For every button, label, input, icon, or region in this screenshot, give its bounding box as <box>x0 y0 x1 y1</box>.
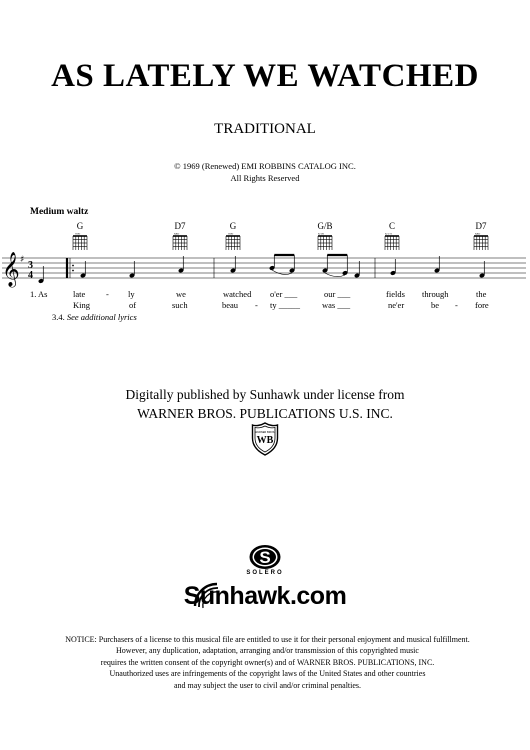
lyric-syllable: through <box>422 289 449 299</box>
additional-verse-numbers: 3.4. <box>52 312 65 322</box>
notice-line: Unauthorized uses are infringements of the copyright laws of the United States and other countries <box>109 669 426 679</box>
additional-lyrics-note <box>52 312 137 322</box>
note <box>178 256 184 273</box>
time-signature-bottom: 4 <box>28 270 33 281</box>
solero-logo-icon <box>248 544 282 570</box>
wb-logo-text: WARNER BROS. <box>254 431 276 434</box>
staff-lines <box>2 258 526 278</box>
svg-text:x oo: x oo <box>318 231 325 236</box>
sunhawk-url: Sunhawk.com <box>183 582 347 610</box>
lyric-syllable: was ___ <box>322 300 351 310</box>
svg-text:S: S <box>259 548 271 567</box>
svg-text:xxo: xxo <box>475 231 481 236</box>
note <box>479 261 485 278</box>
svg-text:WB: WB <box>256 435 274 446</box>
time-signature-top: 3 <box>28 260 33 271</box>
svg-text:ooo: ooo <box>228 231 234 236</box>
chord-label: G <box>229 221 237 231</box>
note <box>354 261 360 278</box>
lyric-syllable: ty _____ <box>270 300 300 310</box>
chord-label: C <box>388 221 395 231</box>
solero-wordmark: SOLERO <box>246 570 284 576</box>
svg-text:ooo: ooo <box>75 231 81 236</box>
rights-line: All Rights Reserved <box>230 173 300 183</box>
lyric-syllable: late <box>73 289 86 299</box>
lyric-syllable: King <box>73 300 90 310</box>
lyric-syllable: watched <box>223 289 252 299</box>
svg-text:x o o: x o o <box>385 231 392 236</box>
verse-number: 1. As <box>30 289 48 299</box>
sharp-icon: ♯ <box>20 255 25 265</box>
notice-line: and may subject the user to civil and/or criminal penalties. <box>173 680 362 690</box>
lyric-syllable: o'er ___ <box>270 289 298 299</box>
copyright-line: © 1969 (Renewed) EMI ROBBINS CATALOG INC. <box>174 161 356 171</box>
note <box>390 259 396 276</box>
note <box>129 261 135 278</box>
legal-notice <box>20 634 515 691</box>
publisher-name: WARNER BROS. PUBLICATIONS U.S. INC. <box>137 406 393 421</box>
note <box>434 256 440 273</box>
lyric-syllable: fore <box>475 300 489 310</box>
lyric-hyphen: - <box>455 300 458 310</box>
note <box>38 266 44 284</box>
chord-label: D7 <box>475 221 487 231</box>
treble-clef-icon: 𝄞 <box>2 252 20 287</box>
lyric-hyphen: - <box>255 300 258 310</box>
chord-label: G/B <box>317 221 333 231</box>
composer-credit: TRADITIONAL <box>214 121 316 137</box>
lyric-syllable: of <box>129 300 137 310</box>
lyric-syllable: ly <box>128 289 135 299</box>
lyric-syllable: be <box>431 300 440 310</box>
notice-line: requires the written consent of the copyright owner(s) and of WARNER BROS. PUBLICATIONS, INC. <box>100 657 435 667</box>
song-title: AS LATELY WE WATCHED <box>51 58 479 94</box>
lyric-syllable: fields <box>386 289 405 299</box>
publisher-credit <box>0 385 530 423</box>
notice-line: NOTICE: Purchasers of a license to this musical file are entitled to use it for their personal enjoyment and musical fulfillment. <box>65 635 470 644</box>
chord-label: G <box>76 221 84 231</box>
chord-label: D7 <box>174 221 186 231</box>
notice-line: However, any duplication, adaptation, arranging and/or transmission of this copyrighted music <box>116 646 419 656</box>
lyric-syllable: such <box>172 300 188 310</box>
lyric-syllable: we <box>176 289 186 299</box>
lyric-syllable: beau <box>222 300 239 310</box>
lyric-syllable: the <box>476 289 487 299</box>
lyric-syllable: ne'er <box>388 300 405 310</box>
lyric-hyphen: - <box>106 289 109 299</box>
svg-text:xxo: xxo <box>174 231 180 236</box>
tempo-marking: Medium waltz <box>30 207 89 217</box>
note <box>80 261 86 278</box>
lyric-syllable: our ___ <box>324 289 351 299</box>
note <box>230 256 236 273</box>
warner-bros-shield-icon <box>251 422 279 456</box>
publisher-line: Digitally published by Sunhawk under license from <box>125 387 405 402</box>
additional-lyrics-text: See additional lyrics <box>66 312 137 322</box>
